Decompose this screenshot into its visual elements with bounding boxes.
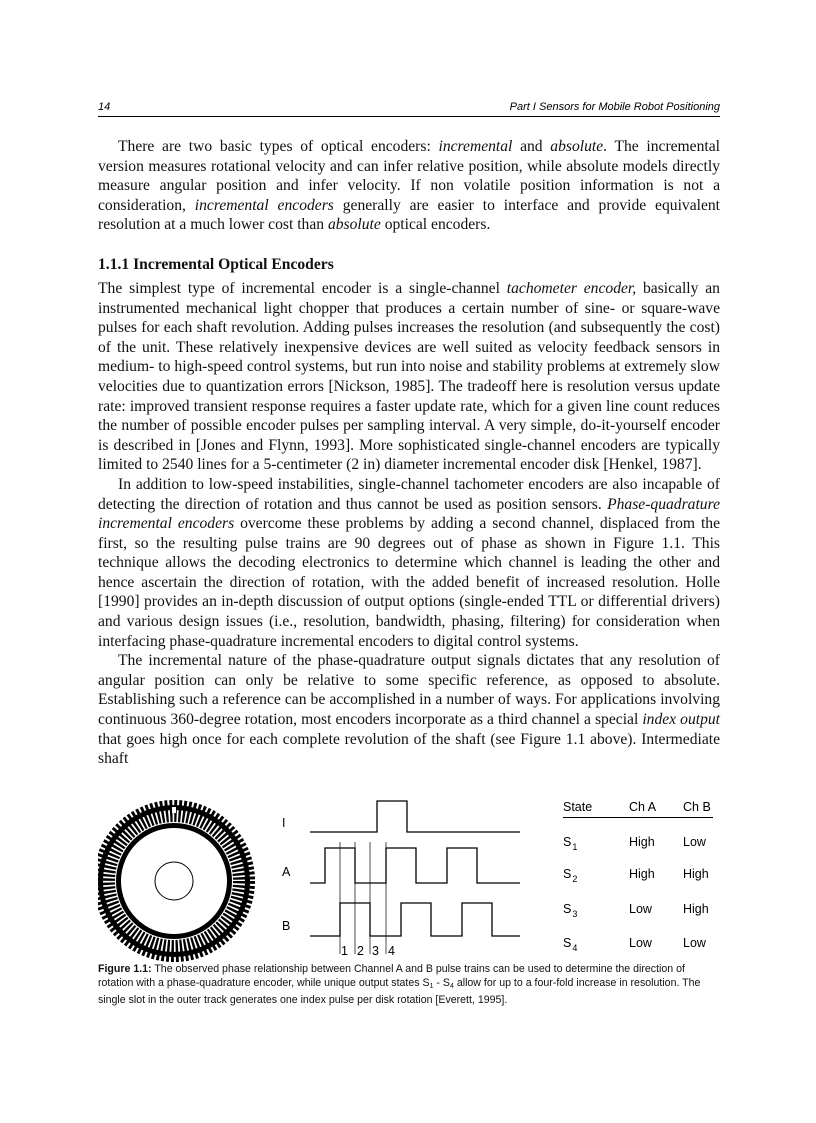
page-number: 14 — [98, 101, 111, 113]
state-number-2: 2 — [357, 944, 364, 958]
state-number-3: 3 — [372, 944, 379, 958]
figure-1-1 — [98, 788, 720, 973]
col-ch-a: Ch A — [629, 800, 657, 814]
state-number-4: 4 — [388, 944, 395, 958]
table-rule — [563, 817, 713, 818]
figure-caption: Figure 1.1: The observed phase relationship between Channel A and B pulse trains can be used to determine the direction of rotation with a phase-quadrature encoder, while unique output states S1 - S4 allow for up to a four-fold increase in resolution. The single slot in the outer track generates one index pulse per disk rotation [Everett, 1995]. — [98, 963, 701, 1006]
table-row: $S_3$ Low High — [563, 902, 709, 919]
paragraph-1: The simplest type of incremental encoder is a single-channel tachometer encoder, basically an instrumented mechanical light chopper that produces a certain number of sine- or square-wave pulses for each shaft revolution. Adding pulses increases the resolution (and subsequently the cost) of the unit. These relatively inexpensive devices are well suited as velocity feedback sensors in medium- to high-speed control systems, but run into noise and stability problems at extremely slow velocities due to quantization errors [Nickson, 1985]. The tradeoff here is resolution versus update rate: improved transient response requires a faster update rate, which for a given line count reduces the number of possible encoder pulses per sampling interval. A very simple, do-it-yourself encoder is described in [Jones and Flynn, 1993]. More sophisticated single-channel encoders are typically limited to 2540 lines for a 5-centimeter (2 in) diameter incremental encoder disk [Henkel, 1987]. — [98, 279, 720, 474]
section-heading: 1.1.1 Incremental Optical Encoders — [98, 255, 334, 273]
paragraph-2: In addition to low-speed instabilities, single-channel tachometer encoders are also incapable of detecting the direction of rotation and thus cannot be used as position sensors. Phase-quadrature incremental encoders overcome these problems by adding a second channel, displaced from the first, so the resulting pulse trains are 90 degrees out of phase as shown in Figure 1.1. This technique allows the decoding electronics to determine which channel is leading the other and hence ascertain the direction of rotation, with the added benefit of increased resolution. Holle [1990] provides an in-depth discussion of output options (single-ended TTL or differential drivers) and various design issues (i.e., resolution, bandwidth, phasing, filtering) for consideration when interfacing phase-quadrature incremental encoders to digital control systems. — [98, 475, 720, 650]
channel-a-waveform — [310, 848, 520, 883]
running-title: Part I Sensors for Mobile Robot Positioning — [509, 101, 720, 113]
table-row: $S_2$ High High — [563, 867, 709, 884]
label-channel-i: I — [282, 816, 286, 830]
label-channel-a: A — [282, 865, 291, 879]
state-table-header — [553, 800, 816, 818]
table-row: $S_4$ Low Low — [563, 936, 706, 953]
label-channel-b: B — [282, 919, 291, 933]
channel-i-waveform — [310, 801, 520, 832]
paragraph-3: The incremental nature of the phase-quadrature output signals dictates that any resolution of angular position can only be relative to some specific reference, as opposed to absolute. Establishing such a reference can be accomplished in a number of ways. For applications involving continuous 360-degree rotation, most encoders incorporate as a third channel a special index output that goes high once for each complete revolution of the shaft (see Figure 1.1 above). Intermediate shaft — [98, 652, 720, 768]
state-gridlines — [340, 842, 386, 954]
index-slot — [172, 807, 176, 813]
pulse-trains — [310, 801, 520, 954]
header-rule — [98, 116, 720, 117]
state-number-1: 1 — [341, 944, 348, 958]
channel-b-waveform — [310, 903, 520, 936]
col-state: State — [563, 800, 593, 814]
running-header — [98, 101, 720, 117]
encoder-disk — [98, 805, 250, 957]
col-ch-b: Ch B — [683, 800, 711, 814]
intro-paragraph: There are two basic types of optical encoders: incremental and absolute. The incremental version measures rotational velocity and can infer relative position, while absolute models directly measure angular position and infer velocity. If non volatile position information is not a consideration, incremental encoders generally are easier to interface and provide equivalent resolution at a much lower cost than absolute optical encoders. — [98, 138, 720, 234]
table-row: $S_1$ High Low — [563, 835, 706, 852]
body-text — [98, 137, 720, 769]
